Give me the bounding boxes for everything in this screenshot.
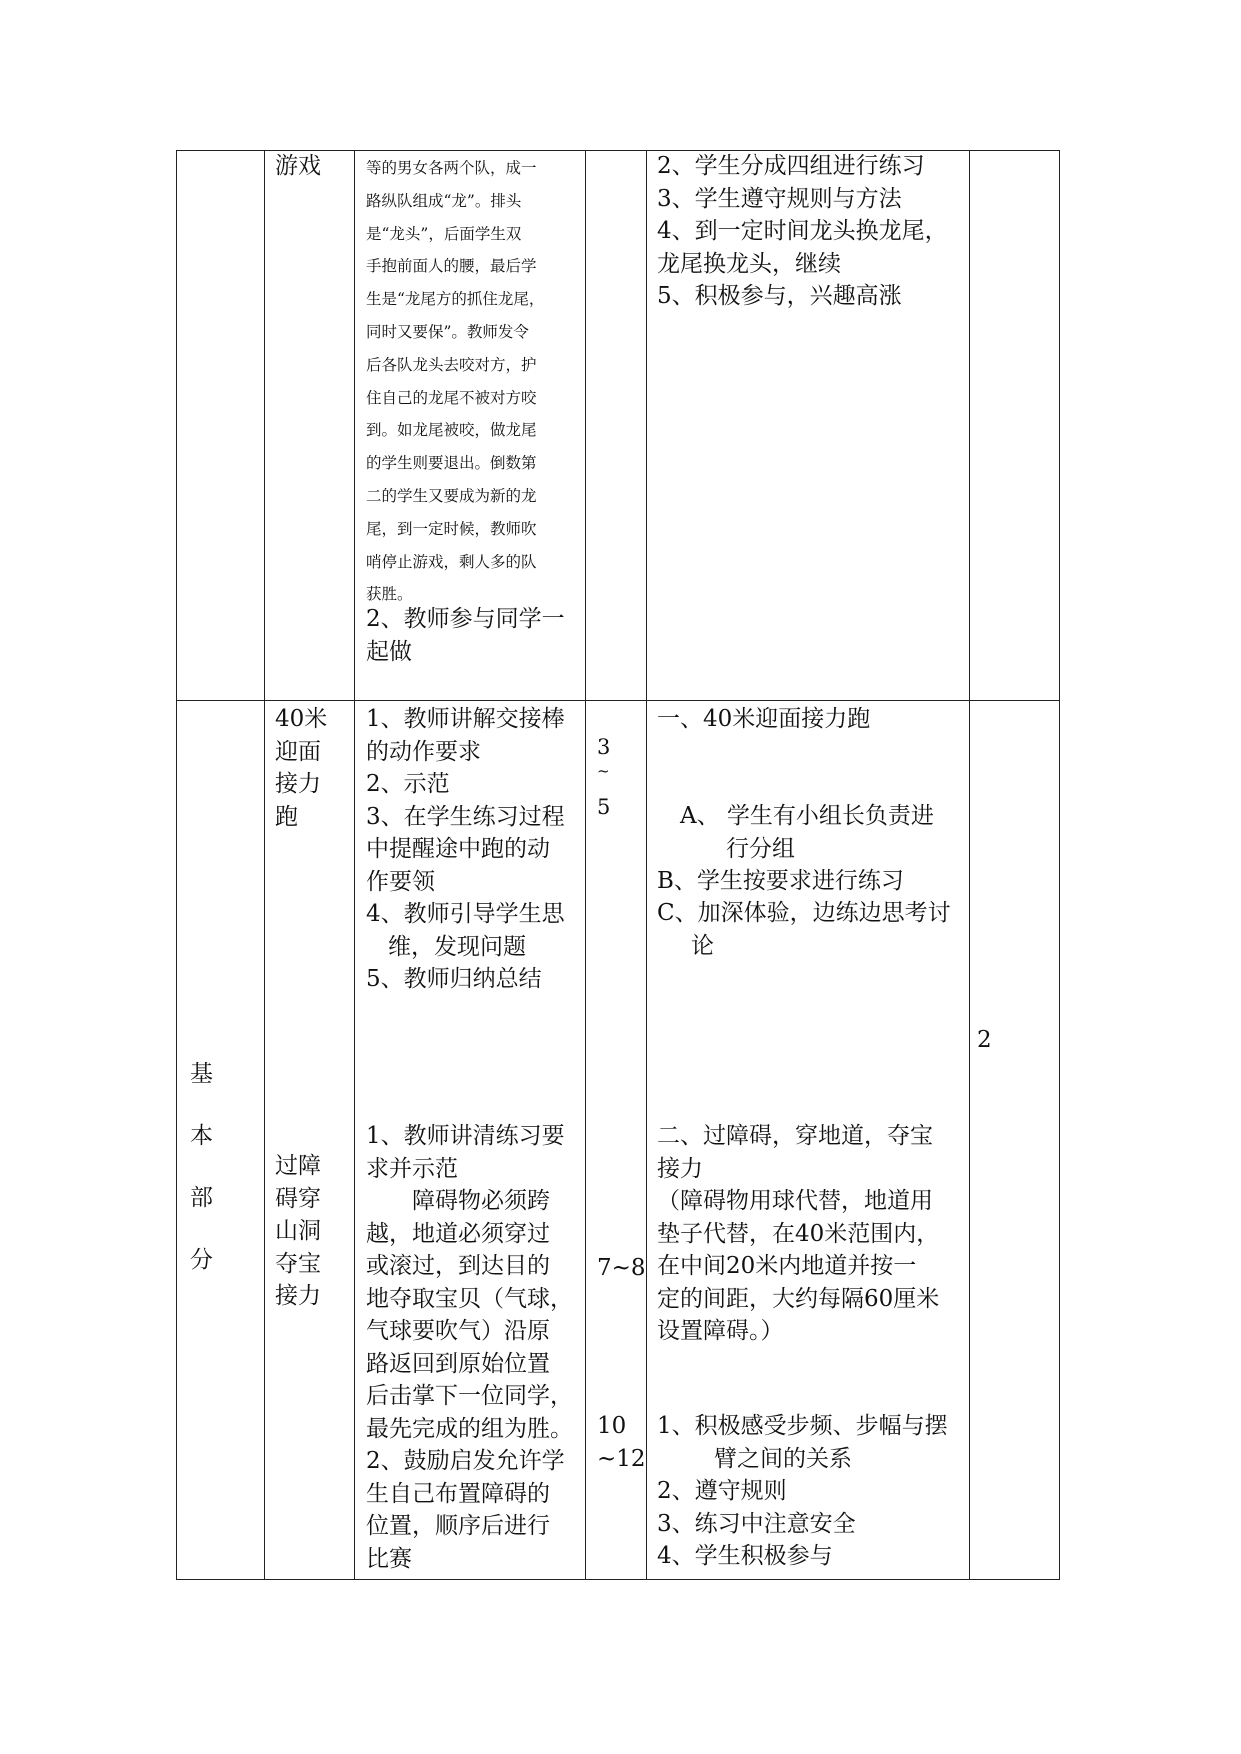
section-char: 部 xyxy=(190,1185,213,1211)
text-line: 比赛 xyxy=(366,1545,412,1572)
text-line: 3、练习中注意安全 xyxy=(657,1510,856,1537)
student-cell-obstacle xyxy=(657,1120,969,1348)
row-divider xyxy=(176,700,1060,701)
text-line: 1、教师讲清练习要 xyxy=(366,1123,565,1149)
text-line: 的学生则要退出。倒数第 xyxy=(366,454,537,473)
text-line: 生是“龙尾方的抓住龙尾， xyxy=(366,290,545,309)
text-line: 后各队龙头去咬对方，护 xyxy=(366,355,537,374)
content-cell-obstacle xyxy=(275,1150,321,1313)
section-char: 本 xyxy=(190,1123,213,1149)
column-divider xyxy=(646,150,647,1580)
text-line: 求并示范 xyxy=(366,1155,458,1182)
text-line: 5、教师归纳总结 xyxy=(366,966,542,992)
student-cell-rules xyxy=(657,1475,969,1573)
text-line: 地夺取宝贝（气球， xyxy=(366,1285,573,1312)
student-cell-feel xyxy=(657,1410,969,1475)
text-line: 接力 xyxy=(657,1155,703,1182)
text-line: 二、过障碍，穿地道，夺宝 xyxy=(657,1123,933,1149)
text-line: 2、遵守规则 xyxy=(657,1478,787,1504)
student-cell-relay-title: 一、40米迎面接力跑 xyxy=(657,706,871,732)
text-line: 5、积极参与，兴趣高涨 xyxy=(657,283,902,309)
text-line: 作要领 xyxy=(366,868,435,895)
text-line: 定的间距，大约每隔60厘米 xyxy=(657,1285,940,1312)
teacher-cell-game-details xyxy=(366,152,581,611)
text-line: 到。如龙尾被咬，做龙尾 xyxy=(366,421,537,440)
text-line: 论 xyxy=(691,932,714,959)
text-line: 生自己布置障碍的 xyxy=(366,1480,550,1507)
text-line: 位置，顺序后进行 xyxy=(366,1513,550,1539)
text-line: 哨停止游戏，剩人多的队 xyxy=(366,552,537,571)
column-divider xyxy=(354,150,355,1580)
section-char: 分 xyxy=(190,1247,213,1273)
text-line: 住自己的龙尾不被对方咬 xyxy=(366,388,537,407)
text-line: 的动作要求 xyxy=(366,738,481,765)
text-line: 4、学生积极参与 xyxy=(657,1543,833,1569)
text-line: 尾，到一定时候，教师吹 xyxy=(366,519,537,538)
text-line: 中提醒途中跑的动 xyxy=(366,836,550,862)
text-line: 垫子代替，在40米范围内， xyxy=(657,1220,940,1247)
text-line: 3 xyxy=(597,735,611,759)
lesson-plan-table xyxy=(176,150,1060,1580)
text-line: 跑 xyxy=(275,803,298,830)
text-line: A、 学生有小组长负责进 xyxy=(680,803,934,829)
column-divider xyxy=(969,150,970,1580)
content-cell-game: 游戏 xyxy=(275,153,321,179)
text-line: 同时又要保”。教师发令 xyxy=(366,322,529,341)
time-cell-game2 xyxy=(597,1410,646,1475)
teacher-cell-game-note xyxy=(366,603,581,668)
text-line: 5 xyxy=(597,795,611,819)
text-line: 1、教师讲解交接棒 xyxy=(366,706,565,732)
text-line: 行分组 xyxy=(726,835,795,862)
text-line: 等的男女各两个队，成一 xyxy=(366,159,537,177)
time-cell-obstacle: 7~8 xyxy=(597,1255,646,1281)
text-line: C、加深体验，边练边思考讨 xyxy=(657,900,951,926)
content-cell-relay xyxy=(275,703,327,833)
text-line: 最先完成的组为胜。 xyxy=(366,1415,573,1442)
text-line: 起做 xyxy=(366,638,412,665)
count-cell: 2 xyxy=(977,1027,992,1053)
student-cell-relay-a xyxy=(680,800,970,865)
text-line: 3、学生遵守规则与方法 xyxy=(657,185,902,212)
teacher-cell-obstacle xyxy=(366,1120,581,1575)
text-line: 2、鼓励启发允许学 xyxy=(366,1448,565,1474)
student-cell-relay-c xyxy=(657,897,969,962)
text-line: 2、示范 xyxy=(366,771,450,797)
text-line: 迎面 xyxy=(275,738,321,765)
text-line: 获胜。 xyxy=(366,585,413,604)
text-line: 2、学生分成四组进行练习 xyxy=(657,153,925,179)
text-line: 手抱前面人的腰，最后学 xyxy=(366,257,537,276)
student-cell-game xyxy=(657,150,969,313)
text-line: 4、到一定时间龙头换龙尾， xyxy=(657,218,948,244)
text-line: 40米 xyxy=(275,706,328,732)
text-line: 夺宝 xyxy=(275,1250,321,1277)
text-line: 或滚过，到达目的 xyxy=(366,1253,550,1279)
text-line: 过障 xyxy=(275,1153,321,1179)
text-line: 山洞 xyxy=(275,1218,321,1244)
text-line: 设置障碍。） xyxy=(657,1318,784,1344)
text-line: 3、在学生练习过程 xyxy=(366,803,565,830)
time-cell-relay xyxy=(597,736,610,818)
text-line: 维，发现问题 xyxy=(388,933,526,960)
teacher-cell-relay xyxy=(366,703,581,996)
text-line: 在中间20米内地道并按一 xyxy=(657,1253,917,1279)
text-line: 龙尾换龙头，继续 xyxy=(657,250,841,277)
text-line: 障碍物必须跨 xyxy=(412,1188,550,1214)
text-line: 4、教师引导学生思 xyxy=(366,901,565,927)
student-cell-relay-b: B、学生按要求进行练习 xyxy=(657,868,904,894)
text-line: 气球要吹气）沿原 xyxy=(366,1318,550,1344)
text-line: ~ xyxy=(597,762,610,780)
text-line: 臂之间的关系 xyxy=(714,1445,852,1472)
text-line: （障碍物用球代替，地道用 xyxy=(657,1188,933,1214)
text-line: 10 xyxy=(597,1413,627,1439)
section-char: 基 xyxy=(190,1061,213,1087)
text-line: 后击掌下一位同学， xyxy=(366,1383,573,1409)
section-label-basic-part xyxy=(190,1058,213,1306)
text-line: 2、教师参与同学一 xyxy=(366,606,565,632)
text-line: ~12 xyxy=(597,1445,646,1472)
text-line: 越，地道必须穿过 xyxy=(366,1220,550,1247)
column-divider xyxy=(264,150,265,1580)
column-divider xyxy=(585,150,586,1580)
text-line: 是“龙头”，后面学生双 xyxy=(366,224,522,243)
text-line: 碍穿 xyxy=(275,1185,321,1212)
text-line: 路返回到原始位置 xyxy=(366,1350,550,1377)
text-line: 二的学生又要成为新的龙 xyxy=(366,486,537,505)
text-line: 1、积极感受步频、步幅与摆 xyxy=(657,1413,948,1439)
text-line: 接力 xyxy=(275,1283,321,1309)
text-line: 接力 xyxy=(275,771,321,797)
text-line: 路纵队组成“龙”。排头 xyxy=(366,191,522,210)
